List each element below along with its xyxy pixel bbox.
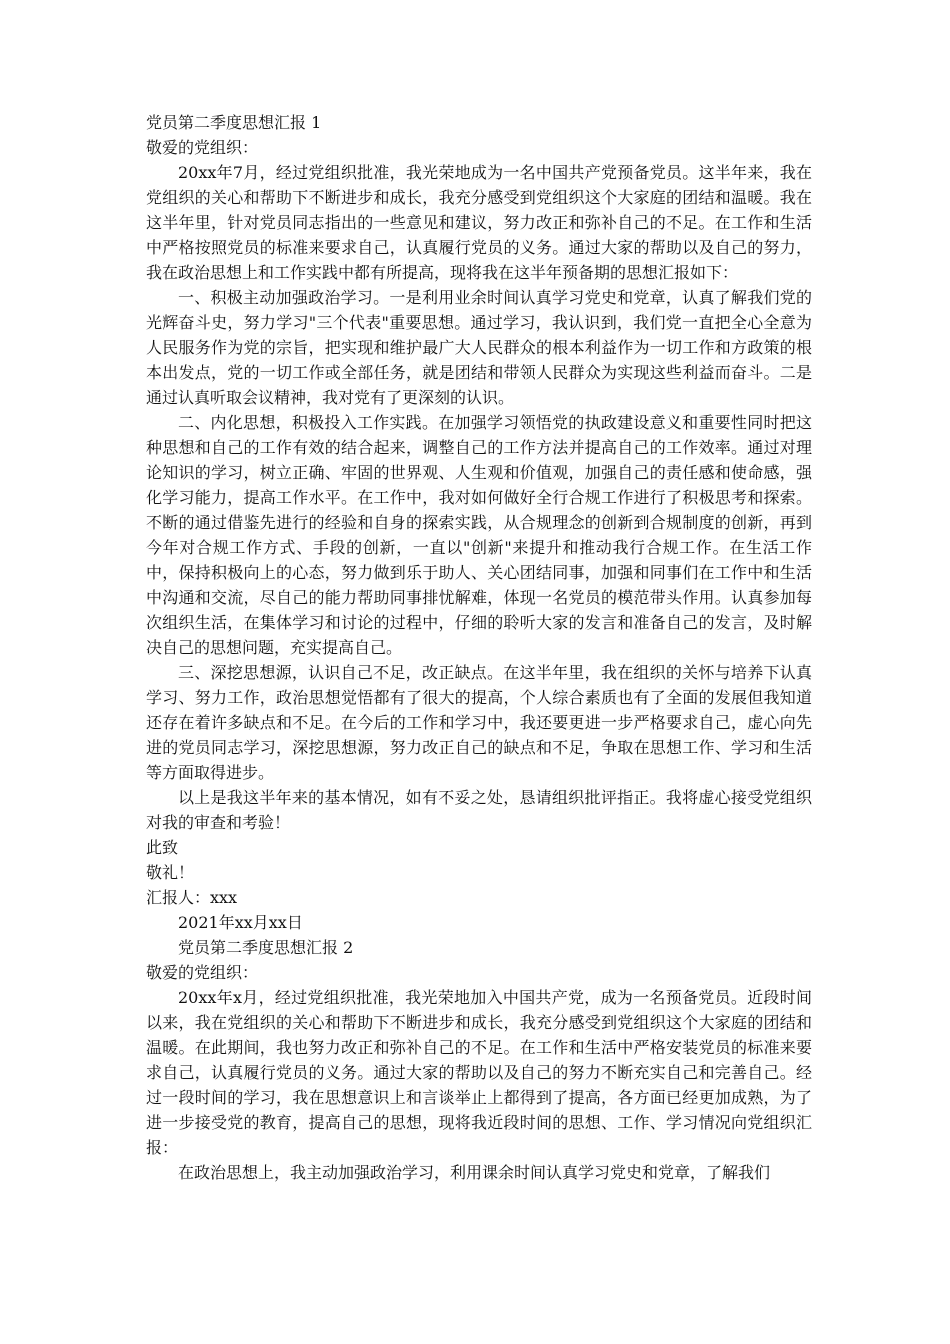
report1-date: 2021年xx月xx日 bbox=[178, 913, 303, 932]
report1-reporter: 汇报人：xxx bbox=[146, 888, 238, 907]
report2-paragraph-1: 20xx年x月，经过党组织批准，我光荣地加入中国共产党，成为一名预备党员。近段时间以来，我在党组织的关心和帮助下不断进步和成长，我充分感受到党组织这个大家庭的团结和温暖。在此期间，我也努力改正和弥补自己的不足。在工作和生活中严格安装党员的标准来要求自己，认真履行党员的义务。通过大家的帮助以及自己的努力不断充实自己和完善自己。经过一段时间的学习，我在思想意识上和言谈举止上都得到了提高，各方面已经更加成熟，为了进一步接受党的教育，提高自己的思想，现将我近段时间的思想、工作、学习情况向党组织汇报： bbox=[146, 988, 812, 1157]
report1-title: 党员第二季度思想汇报 1 bbox=[146, 113, 322, 132]
report2-title: 党员第二季度思想汇报 2 bbox=[178, 938, 354, 957]
report1-paragraph-3: 二、内化思想，积极投入工作实践。在加强学习领悟党的执政建设意义和重要性同时把这种思想和自己的工作有效的结合起来，调整自己的工作方法并提高自己的工作效率。通过对理论知识的学习，树立正确、牢固的世界观、人生观和价值观，加强自己的责任感和使命感，强化学习能力，提高工作水平。在工作中，我对如何做好全行合规工作进行了积极思考和探索。不断的通过借鉴先进行的经验和自身的探索实践，从合规理念的创新到合规制度的创新，再到今年对合规工作方式、手段的创新，一直以"创新"来提升和推动我行合规工作。在生活工作中，保持积极向上的心态，努力做到乐于助人、关心团结同事，加强和同事们在工作中和生活中沟通和交流，尽自己的能力帮助同事排忧解难，体现一名党员的模范带头作用。认真参加每次组织生活，在集体学习和讨论的过程中，仔细的聆听大家的发言和准备自己的发言，及时解决自己的思想问题，充实提高自己。 bbox=[146, 413, 812, 657]
report1-paragraph-5: 以上是我这半年来的基本情况，如有不妥之处，恳请组织批评指正。我将虚心接受党组织对我的审查和考验！ bbox=[146, 788, 812, 832]
document-page bbox=[146, 110, 812, 1185]
report1-salutation: 敬爱的党组织： bbox=[146, 138, 259, 157]
report1-closing-2: 敬礼！ bbox=[146, 863, 195, 882]
report1-paragraph-1: 20xx年7月，经过党组织批准，我光荣地成为一名中国共产党预备党员。这半年来，我在党组织的关心和帮助下不断进步和成长，我充分感受到党组织这个大家庭的团结和温暖。我在这半年里，针对党员同志指出的一些意见和建议，努力改正和弥补自己的不足。在工作和生活中严格按照党员的标准来要求自己，认真履行党员的义务。通过大家的帮助以及自己的努力，我在政治思想上和工作实践中都有所提高，现将我在这半年预备期的思想汇报如下： bbox=[146, 163, 812, 282]
report2-salutation: 敬爱的党组织： bbox=[146, 963, 259, 982]
report1-paragraph-2: 一、积极主动加强政治学习。一是利用业余时间认真学习党史和党章，认真了解我们党的光辉奋斗史，努力学习"三个代表"重要思想。通过学习，我认识到，我们党一直把全心全意为人民服务作为党的宗旨，把实现和维护最广大人民群众的根本利益作为一切工作和方政策的根本出发点，党的一切工作或全部任务，就是团结和带领人民群众为实现这些利益而奋斗。二是通过认真听取会议精神，我对党有了更深刻的认识。 bbox=[146, 288, 812, 407]
report1-paragraph-4: 三、深挖思想源，认识自己不足，改正缺点。在这半年里，我在组织的关怀与培养下认真学习、努力工作，政治思想觉悟都有了很大的提高，个人综合素质也有了全面的发展但我知道还存在着许多缺点和不足。在今后的工作和学习中，我还要更进一步严格要求自己，虚心向先进的党员同志学习，深挖思想源，努力改正自己的缺点和不足，争取在思想工作、学习和生活等方面取得进步。 bbox=[146, 663, 812, 782]
report2-paragraph-2: 在政治思想上，我主动加强政治学习，利用课余时间认真学习党史和党章，了解我们 bbox=[178, 1163, 771, 1182]
report1-closing-1: 此致 bbox=[146, 838, 179, 857]
